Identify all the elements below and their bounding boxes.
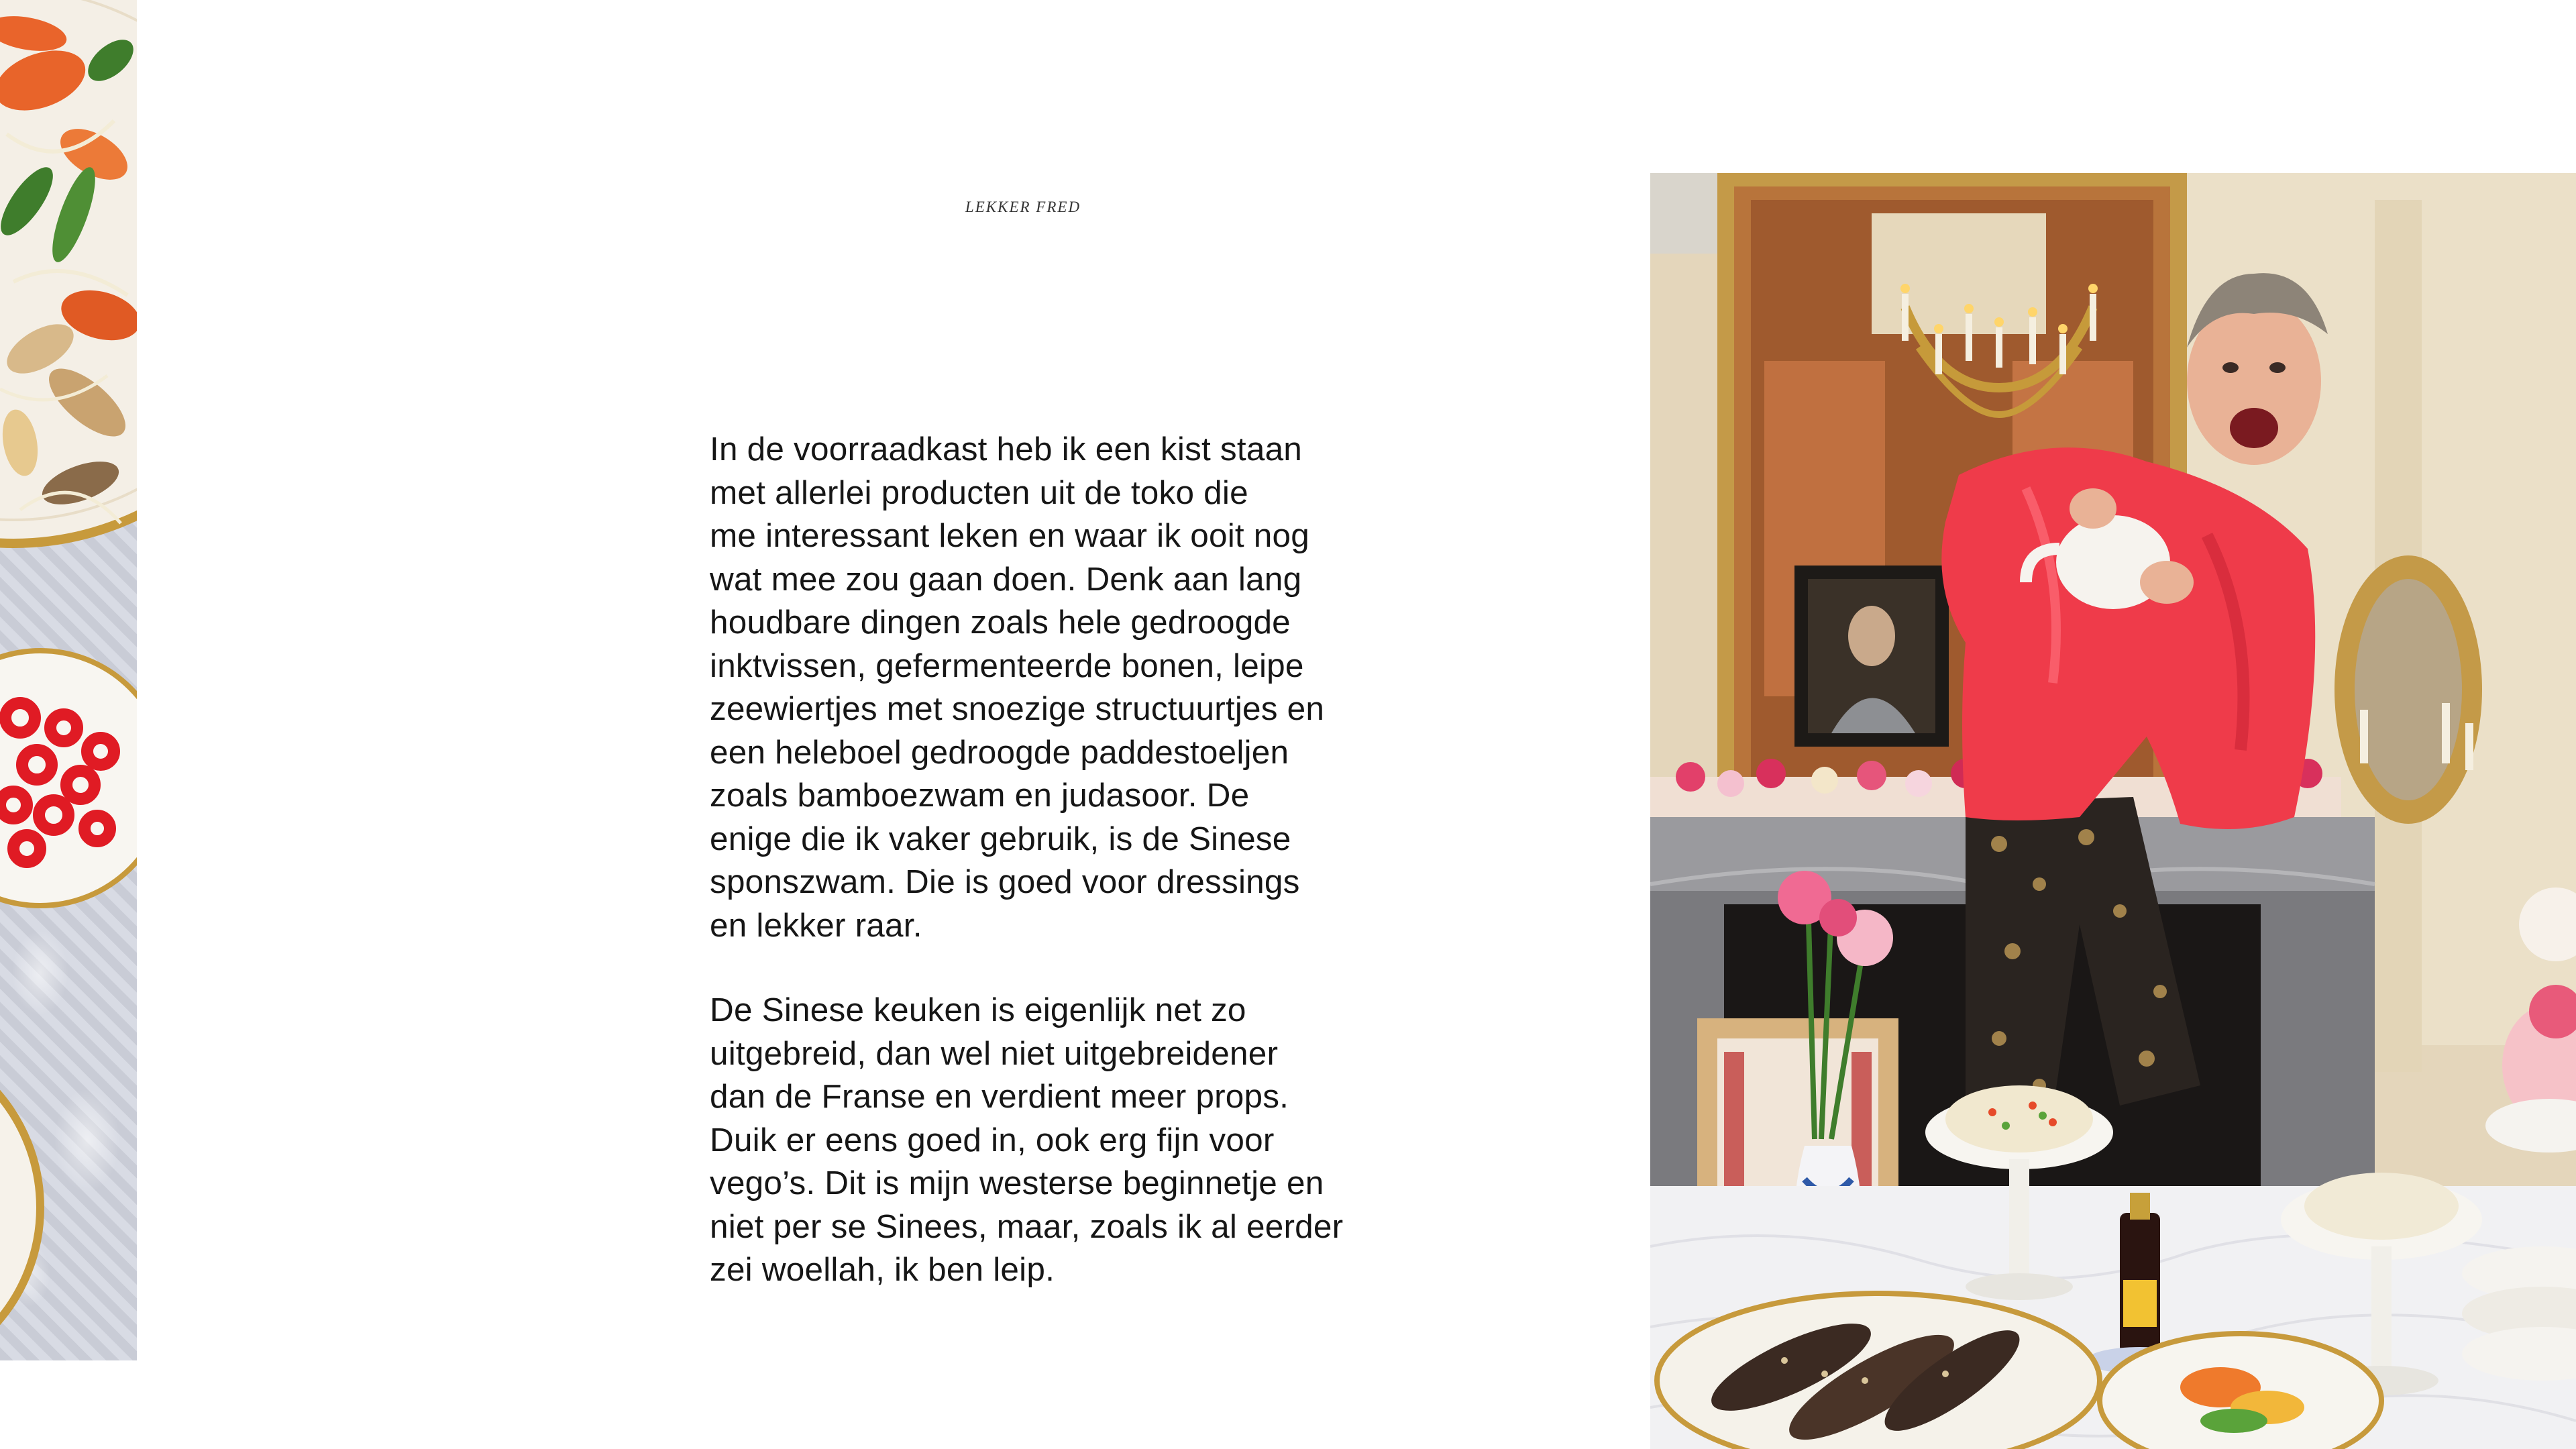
text-line: De Sinese keuken is eigenlijk net zo [710,991,1246,1028]
dining-room-illustration [1650,173,2576,1449]
text-line: wat mee zou gaan doen. Denk aan lang [710,560,1302,598]
chef-photo-right [1650,173,2576,1449]
text-line: en lekker raar. [710,906,922,944]
text-line: In de voorraadkast heb ik een kist staan [710,431,1303,468]
paragraph-2 [710,989,1381,1292]
text-line: zoals bamboezwam en judasoor. De [710,777,1250,814]
text-line: sponszwam. Die is goed voor dressings [710,863,1300,900]
text-line: een heleboel gedroogde paddestoeljen [710,733,1289,771]
text-line: enige die ik vaker gebruik, is de Sinese [710,820,1291,857]
text-line: me interessant leken en waar ik ooit nog [710,517,1309,554]
text-line: vego’s. Dit is mijn westerse beginnetje en [710,1165,1324,1201]
body-text [710,428,1381,1334]
text-line: inktvissen, gefermenteerde bonen, leipe [710,647,1304,684]
text-line: zeewiertjes met snoezige structuurtjes en [710,690,1325,727]
text-line: Duik er eens goed in, ook erg fijn voor [710,1121,1275,1159]
running-header: LEKKER FRED [965,199,1081,215]
food-photo-left [0,0,137,1360]
paragraph-1 [710,428,1381,947]
text-line: dan de Franse en verdient meer props. [710,1078,1289,1115]
food-plates-illustration [0,0,137,1360]
text-line: zei woellah, ik ben leip. [710,1251,1055,1288]
text-line: uitgebreid, dan wel niet uitgebreidener [710,1034,1279,1072]
text-line: met allerlei producten uit de toko die [710,474,1248,511]
text-line: niet per se Sinees, maar, zoals ik al eerder [710,1208,1344,1245]
text-line: houdbare dingen zoals hele gedroogde [710,604,1291,641]
